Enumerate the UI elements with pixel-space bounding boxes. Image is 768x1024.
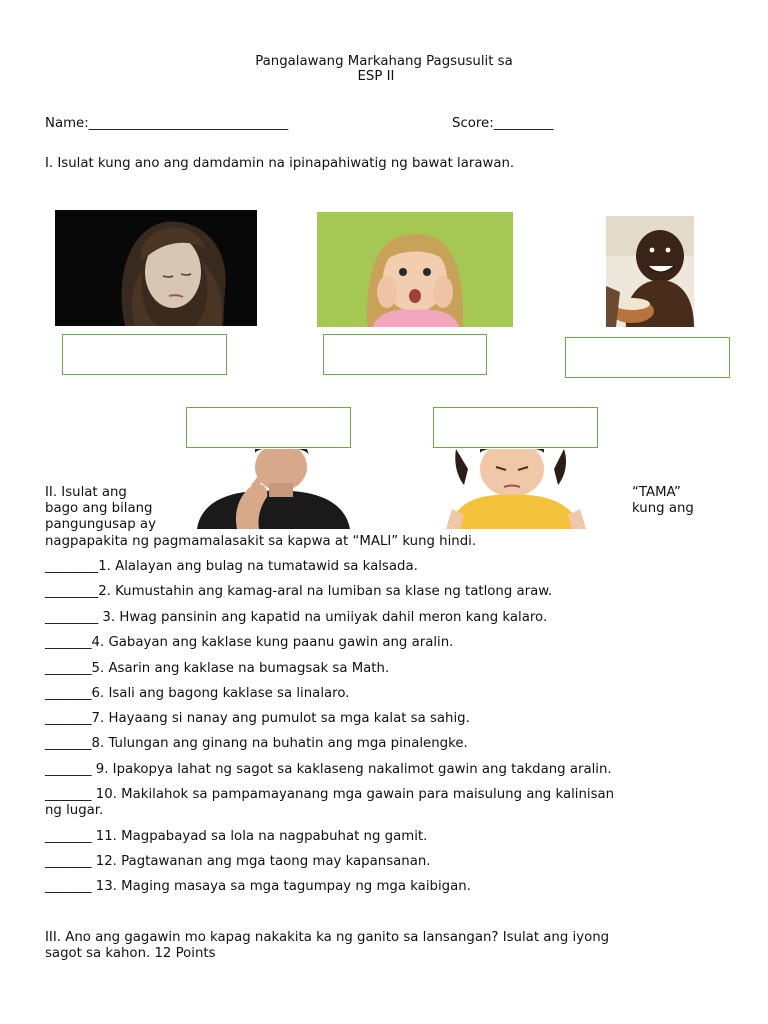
- list-item: ________2. Kumustahin ang kamag-aral na lumiban sa klase ng tatlong araw.: [45, 584, 553, 599]
- list-item: _______ 9. Ipakopya lahat ng sagot sa kaklaseng nakalimot gawin ang takdang aralin.: [45, 762, 612, 777]
- thinking-man-photo: [197, 449, 350, 529]
- list-item: _______8. Tulungan ang ginang na buhatin ang mga pinalengke.: [45, 736, 468, 751]
- part2-instr-left-2: bago ang bilang: [45, 501, 153, 516]
- title-line-1: Pangalawang Markahang Pagsusulit sa: [255, 54, 513, 69]
- part1-instruction: I. Isulat kung ano ang damdamin na ipinapahiwatig ng bawat larawan.: [45, 156, 515, 171]
- list-item: ________ 3. Hwag pansinin ang kapatid na umiiyak dahil meron kang kalaro.: [45, 610, 548, 625]
- name-field[interactable]: Name:______________________________: [45, 116, 289, 131]
- happy-boy-photo: [606, 216, 694, 327]
- sad-woman-photo: [55, 210, 257, 326]
- surprised-girl-photo: [317, 212, 513, 327]
- answer-box-5[interactable]: [433, 407, 598, 448]
- part2-instr-left-3: pangungusap ay: [45, 517, 156, 532]
- answer-box-3[interactable]: [565, 337, 730, 378]
- answer-box-4[interactable]: [186, 407, 351, 448]
- answer-box-2[interactable]: [323, 334, 487, 375]
- list-item-continuation: ng lugar.: [45, 803, 104, 818]
- part3-line-1: III. Ano ang gagawin mo kapag nakakita ka ng ganito sa lansangan? Isulat ang iyong: [45, 930, 610, 945]
- answer-box-1[interactable]: [62, 334, 227, 375]
- list-item: ________1. Alalayan ang bulag na tumatawid sa kalsada.: [45, 559, 418, 574]
- list-item: _______5. Asarin ang kaklase na bumagsak sa Math.: [45, 661, 390, 676]
- part2-instr-right-1: “TAMA”: [632, 485, 681, 500]
- list-item: _______6. Isali ang bagong kaklase sa linalaro.: [45, 686, 350, 701]
- list-item: _______7. Hayaang si nanay ang pumulot sa mga kalat sa sahig.: [45, 711, 470, 726]
- part2-instr-line-4: nagpapakita ng pagmamalasakit sa kapwa at “MALI” kung hindi.: [45, 534, 477, 549]
- part3-line-2: sagot sa kahon. 12 Points: [45, 946, 216, 961]
- list-item: _______4. Gabayan ang kaklase kung paanu gawin ang aralin.: [45, 635, 454, 650]
- angry-child-photo: [446, 449, 586, 529]
- title-line-2: ESP II: [357, 69, 395, 84]
- part2-instr-right-2: kung ang: [632, 501, 694, 516]
- list-item: _______ 10. Makilahok sa pampamayanang mga gawain para maisulung ang kalinisan: [45, 787, 615, 802]
- score-field[interactable]: Score:_________: [452, 116, 554, 131]
- part2-instr-left-1: II. Isulat ang: [45, 485, 127, 500]
- list-item: _______ 13. Maging masaya sa mga tagumpay ng mga kaibigan.: [45, 879, 471, 894]
- list-item: _______ 11. Magpabayad sa lola na nagpabuhat ng gamit.: [45, 829, 428, 844]
- list-item: _______ 12. Pagtawanan ang mga taong may kapansanan.: [45, 854, 431, 869]
